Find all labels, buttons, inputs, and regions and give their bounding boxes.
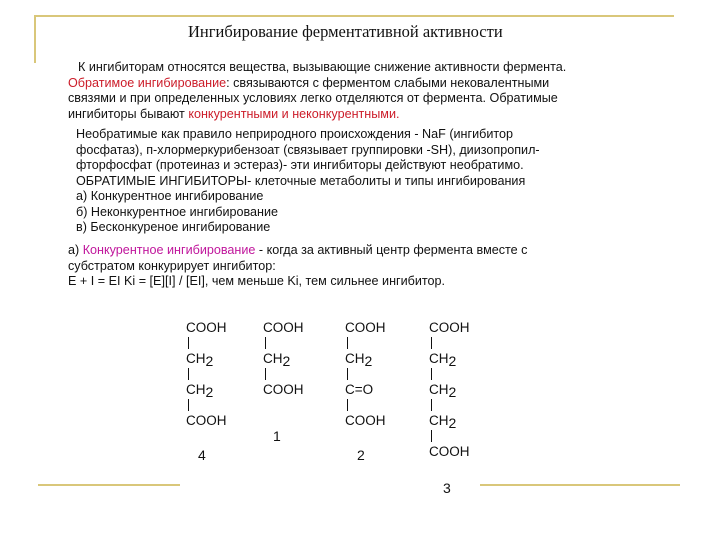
highlight-red: конкурентными и неконкурентными. [188, 106, 400, 121]
bond-line [188, 399, 189, 411]
formula-row: $CH_2$ [429, 351, 457, 369]
formula-row: C=O [345, 382, 374, 397]
structure-label: 2 [357, 447, 365, 463]
structure-label: 4 [198, 447, 206, 463]
bond-line [431, 399, 432, 411]
line: б) Неконкурентное ингибирование [76, 204, 279, 219]
line: К ингибиторам относятся вещества, вызывающие снижение активности фермента. [78, 60, 567, 74]
line: в) Бесконкуреное ингибирование [76, 220, 271, 234]
line-text: - когда за активный центр фермента вместе с [255, 243, 528, 257]
formula-row: COOH [186, 413, 227, 428]
formula-row: COOH [263, 320, 304, 335]
formula-row: COOH [429, 444, 470, 459]
bond-line [431, 430, 432, 442]
decor-top-line [34, 15, 674, 17]
structure-label: 1 [273, 428, 281, 444]
formula-row: $CH_2$ [186, 382, 214, 400]
line: фторфосфат (протеиназ и эстераз)- эти ингибиторы действуют необратимо. [76, 158, 524, 172]
paragraph-irreversible [76, 127, 540, 236]
line: фосфатаз), п-хлормеркурибензоат (связывает группировки -SH), диизопропил- [76, 142, 540, 157]
formula-row: $CH_2$ [345, 351, 373, 369]
formula-row: $CH_2$ [186, 351, 214, 369]
paragraph-competitive [68, 243, 527, 290]
decor-bottom-left-line [38, 484, 180, 486]
line: а) Конкурентное ингибирование [76, 189, 264, 203]
paragraph-reversible [68, 60, 566, 122]
bond-line [347, 399, 348, 411]
formula-row: $CH_2$ [429, 382, 457, 400]
line: E + I = EI Ki = [E][I] / [EI], чем меньше Ki, тем сильнее ингибитор. [68, 274, 446, 288]
formula-row: COOH [186, 320, 227, 335]
line: Необратимые как правило неприродного происхождения - NaF (ингибитор [76, 127, 514, 141]
line-text: : связываются с ферментом слабыми нековалентными [226, 75, 550, 90]
formula-row: COOH [345, 320, 386, 335]
line-text: а) [68, 243, 83, 257]
bond-line [347, 368, 348, 380]
line-text: ингибиторы бывают [68, 106, 189, 121]
bond-line [431, 368, 432, 380]
decor-left-line [34, 15, 36, 63]
formula-row: COOH [263, 382, 304, 397]
formula-row: COOH [345, 413, 386, 428]
highlight-red: Обратимое ингибирование [68, 75, 227, 90]
line: связями и при определенных условиях легко отделяются от фермента. Обратимые [68, 91, 558, 105]
formula-row: $CH_2$ [263, 351, 291, 369]
formula-row: COOH [429, 320, 470, 335]
structure-label: 3 [443, 480, 451, 496]
bond-line [431, 337, 432, 349]
line: субстратом конкурирует ингибитор: [68, 258, 276, 273]
bond-line [347, 337, 348, 349]
line [68, 76, 566, 92]
line [68, 107, 566, 123]
slide-title: Ингибирование ферментативной активности [188, 22, 503, 41]
decor-bottom-right-line [480, 484, 680, 486]
line [68, 243, 527, 259]
line: ОБРАТИМЫЕ ИНГИБИТОРЫ- клеточные метаболиты и типы ингибирования [76, 173, 526, 188]
bond-line [188, 368, 189, 380]
bond-line [265, 337, 266, 349]
bond-line [188, 337, 189, 349]
highlight-magenta: Конкурентное ингибирование [82, 243, 256, 257]
formula-row: $CH_2$ [429, 413, 457, 431]
bond-line [265, 368, 266, 380]
